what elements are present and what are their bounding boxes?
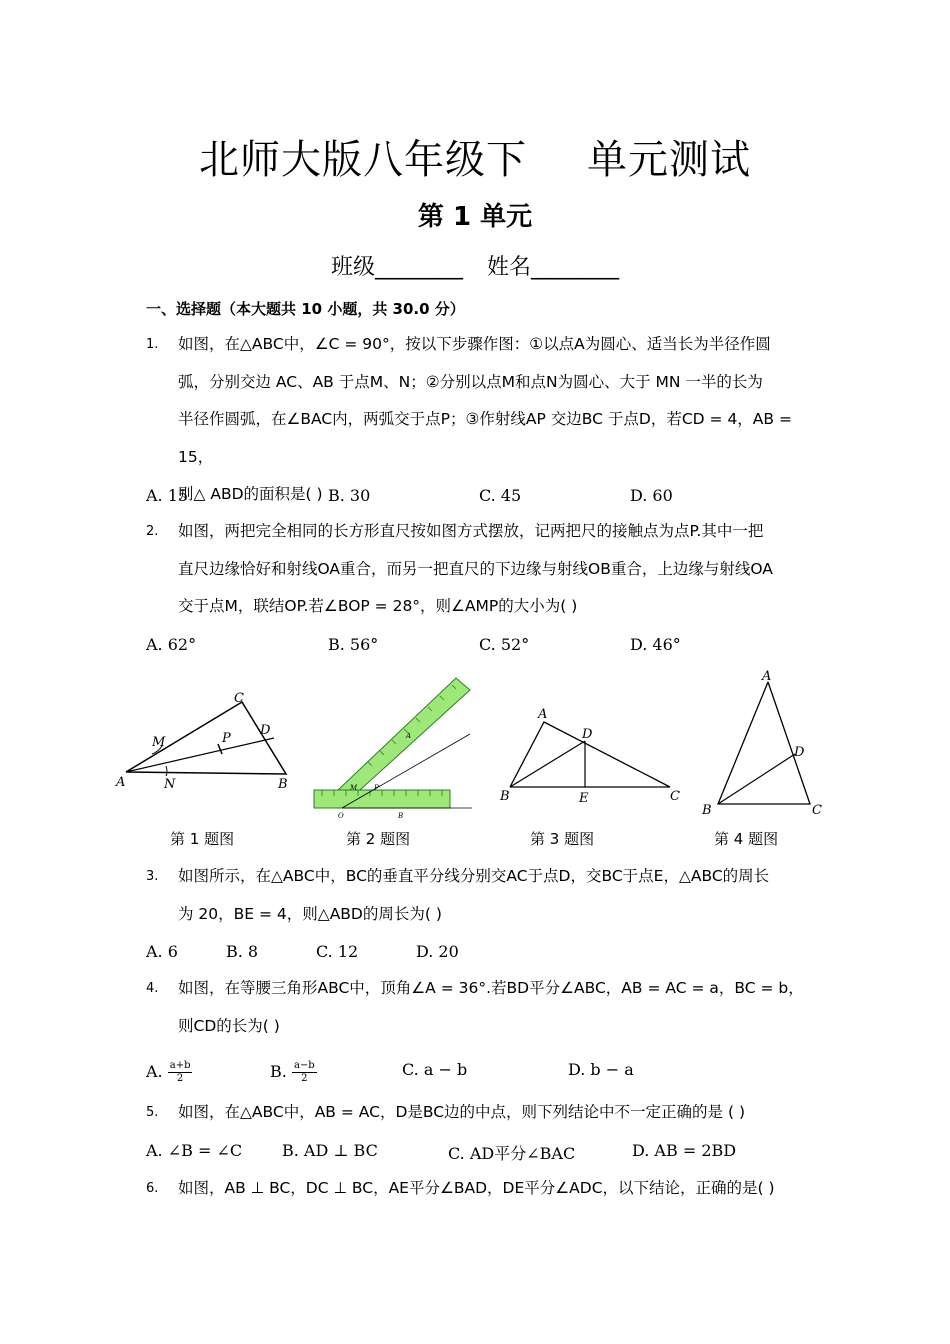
fraction-a-plus-b-over-2: $\frac{a+b}{2}$: [169, 1060, 191, 1084]
label-a: A: [538, 707, 548, 722]
caption-figure-3: 第 3 题图: [530, 830, 595, 848]
caption-figure-4: 第 4 题图: [714, 830, 779, 848]
option-a[interactable]: A. 15: [146, 486, 189, 505]
label-o: O: [338, 812, 344, 820]
option-c[interactable]: C. a − b: [402, 1060, 468, 1079]
question-line: 如图，在等腰三角形ABC中，顶角∠A = 36°.若BD平分∠ABC，AB = AC = a，BC = b，: [178, 979, 804, 997]
question-number: 2.: [146, 524, 159, 539]
page-title: [0, 128, 950, 185]
option-c[interactable]: C. AD平分∠BAC: [448, 1144, 576, 1163]
caption-figure-1: 第 1 题图: [170, 830, 235, 848]
section-heading: 一、选择题（本大题共 10 小题，共 30.0 分）: [146, 300, 465, 318]
option-b-label: B.: [270, 1062, 287, 1081]
label-a: A: [116, 775, 126, 790]
option-d[interactable]: D. 46°: [630, 635, 681, 654]
label-e: E: [579, 791, 589, 806]
question-line: 弧，分别交边 AC、AB 于点M、N；②分别以点M和点N为圆心、大于 MN 一半的长为: [178, 372, 763, 391]
question-line: 为 20，BE = 4，则△ABD的周长为( ): [178, 904, 442, 923]
option-b[interactable]: B. 56°: [328, 635, 379, 654]
option-b[interactable]: [270, 1060, 317, 1085]
label-p: P: [374, 784, 379, 792]
question-line: 交于点M，联结OP.若∠BOP = 28°，则∠AMP的大小为( ): [178, 597, 578, 615]
question-6: [146, 1170, 826, 1208]
label-p: P: [222, 731, 231, 746]
label-a: A: [762, 669, 772, 684]
segment-bd: [510, 741, 585, 787]
question-5: [146, 1094, 826, 1132]
segment-bd: [718, 754, 795, 804]
option-b[interactable]: B. 8: [226, 942, 259, 961]
student-info-line: [0, 250, 950, 281]
option-d[interactable]: D. 60: [630, 486, 673, 505]
label-b: B: [278, 777, 288, 792]
question-line: 如图，在△ABC中，AB = AC，D是BC边的中点，则下列结论中不一定正确的是 ( ): [178, 1103, 746, 1121]
option-a[interactable]: A. 6: [146, 942, 178, 961]
figure-4: [696, 668, 836, 818]
option-b[interactable]: B. 30: [328, 486, 371, 505]
title-left: 北师大版八年级下: [199, 137, 527, 183]
question-number: 4.: [146, 981, 159, 996]
option-d[interactable]: D. 20: [416, 942, 459, 961]
label-n: N: [164, 777, 176, 792]
ray-ap: [126, 738, 274, 772]
option-c[interactable]: C. 45: [479, 486, 522, 505]
question-line: 如图，在△ABC中，∠C = 90°，按以下步骤作图：①以点A为圆心、适当长为半径作圆: [178, 335, 771, 353]
label-c: C: [670, 789, 680, 804]
triangle-abc: [126, 702, 286, 774]
option-a[interactable]: A. 62°: [146, 635, 197, 654]
label-d: D: [794, 745, 805, 760]
question-number: 6.: [146, 1181, 159, 1196]
label-c: C: [234, 691, 244, 706]
label-m: M: [350, 784, 358, 792]
question-line: 则CD的长为( ): [178, 1016, 280, 1035]
option-a-label: A.: [146, 1062, 163, 1081]
label-m: M: [152, 735, 166, 750]
question-line: 如图，两把完全相同的长方形直尺按如图方式摆放，记两把尺的接触点为点P.其中一把: [178, 522, 764, 540]
label-d: D: [582, 727, 593, 742]
figure-2: [308, 674, 474, 824]
arc-n: [166, 766, 167, 776]
question-line: 如图，AB ⊥ BC，DC ⊥ BC，AE平分∠BAD，DE平分∠ADC，以下结论，正确的是( ): [178, 1179, 775, 1197]
figure-3: [494, 702, 688, 806]
label-b: B: [398, 812, 404, 820]
caption-figure-2: 第 2 题图: [346, 830, 411, 848]
label-d: D: [260, 723, 271, 738]
option-b[interactable]: B. AD ⊥ BC: [282, 1141, 378, 1160]
label-b: B: [702, 803, 712, 818]
triangle-abc: [718, 682, 810, 804]
label-a: A: [406, 732, 412, 740]
question-4: [146, 970, 826, 1045]
question-number: 5.: [146, 1105, 159, 1120]
class-field: 班级________: [330, 255, 463, 280]
option-a[interactable]: [146, 1060, 192, 1085]
label-b: B: [500, 789, 510, 804]
ruler-diagonal: [338, 678, 470, 790]
unit-subtitle: 第 1 单元: [417, 202, 533, 232]
figure-1: [114, 686, 304, 798]
option-d[interactable]: D. AB = 2BD: [632, 1141, 737, 1160]
option-a[interactable]: A. ∠B = ∠C: [146, 1141, 243, 1160]
option-d[interactable]: D. b − a: [568, 1060, 634, 1079]
fraction-a-minus-b-over-2: $\frac{a-b}{2}$: [293, 1060, 315, 1084]
question-number: 1.: [146, 337, 159, 352]
question-number: 3.: [146, 869, 159, 884]
question-line: 直尺边缘恰好和射线OA重合，而另一把直尺的下边缘与射线OB重合，上边缘与射线OA: [178, 559, 773, 578]
label-c: C: [812, 803, 822, 818]
name-field: 姓名________: [487, 255, 620, 280]
question-2: [146, 513, 826, 626]
question-line: 则△ ABD的面积是( ): [178, 485, 323, 503]
question-3: [146, 858, 826, 933]
option-c[interactable]: C. 12: [316, 942, 359, 961]
option-c[interactable]: C. 52°: [479, 635, 530, 654]
title-right: 单元测试: [587, 137, 751, 183]
question-line: 半径作圆弧，在∠BAC内，两弧交于点P；③作射线AP 交边BC 于点D，若CD = 4，AB = 15，: [178, 410, 792, 466]
question-line: 如图所示，在△ABC中，BC的垂直平分线分别交AC于点D，交BC于点E，△ABC的周长: [178, 867, 770, 885]
